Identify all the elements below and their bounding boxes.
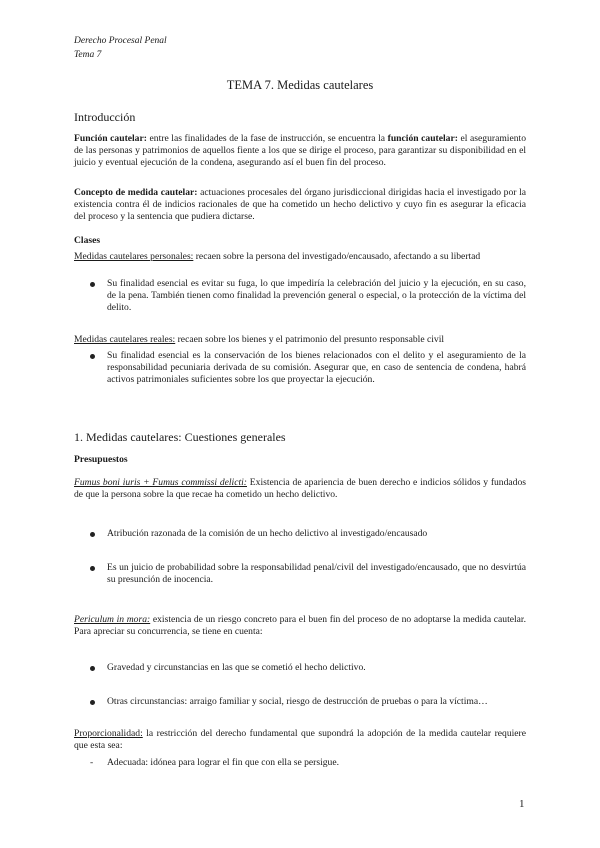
paragraph-proporcionalidad: [74, 728, 526, 752]
section1-heading: 1. Medidas cautelares: Cuestiones generales: [74, 430, 286, 444]
text: el aseguramiento de las personas y patrimonios de aquellos fiente a los que se dirige el proceso, para garantizar su disponibilidad en el juicio y eventual ejecución de la condena, asegurando así el buen fin del proceso.: [74, 133, 526, 169]
bullet-text: Otras circunstancias: arraigo familiar y social, riesgo de destrucción de pruebas o para la víctima…: [107, 696, 488, 707]
term-periculum: Periculum in mora:: [74, 614, 151, 625]
bullet-fumus-1: [107, 528, 526, 540]
paragraph-personales: [74, 251, 526, 263]
bullet-fumus-2: [107, 562, 526, 586]
bullet-periculum-1: [107, 662, 526, 674]
paragraph-funcion-cautelar: [74, 133, 526, 170]
bullet-reales: [107, 350, 526, 387]
dash-item-adecuada: [90, 757, 526, 769]
text: existencia de un riesgo concreto para el buen fin del proceso de no adoptarse la medida cautelar. Para apreciar su concurrencia, se tiene en cuenta:: [74, 614, 526, 638]
term-concepto: Concepto de medida cautelar:: [74, 187, 198, 198]
paragraph-reales: [74, 334, 526, 346]
bullet-text: Su finalidad esencial es la conservación de los bienes relacionados con el delito y el aseguramiento de la responsabilidad pecuniaria derivada de su comisión. Asegurar que, en caso de sentencia de condena, habrá activos patrimoniales suficientes sobre los que proyectar la ejecución.: [107, 350, 526, 386]
term-personales: Medidas cautelares personales:: [74, 251, 194, 262]
text: Existencia de apariencia de buen derecho e indicios sólidos y fundados de que la persona sobre la que recae ha cometido un hecho delictivo.: [74, 477, 526, 501]
header-course: Derecho Procesal Penal: [74, 36, 167, 46]
text: recaen sobre los bienes y el patrimonio del presunto responsable civil: [175, 334, 445, 345]
page-header: [74, 34, 167, 62]
page-number: 1: [519, 798, 525, 810]
bullet-icon: [90, 666, 95, 671]
intro-heading: Introducción: [74, 110, 136, 124]
term-proporcionalidad: Proporcionalidad:: [74, 728, 143, 739]
dash-text: Adecuada: idónea para lograr el fin que con ella se persigue.: [107, 757, 340, 768]
bullet-icon: [90, 354, 95, 359]
text: entre las finalidades de la fase de instrucción, se encuentra la: [146, 133, 388, 144]
text: actuaciones procesales del órgano jurisdiccional dirigidas hacia el investigado por la existencia contra él de indicios racionales de que ha cometido un hecho delictivo y cuyo fin es asegurar la eficacia del proceso y la sentencia que pudiera dictarse.: [74, 187, 526, 223]
term-reales: Medidas cautelares reales:: [74, 334, 176, 345]
dash-icon: -: [90, 757, 94, 768]
bullet-icon: [90, 566, 95, 571]
term-funcion-cautelar-2: función cautelar:: [387, 133, 458, 144]
bullet-periculum-2: [107, 696, 526, 708]
term-funcion-cautelar: Función cautelar:: [74, 133, 147, 144]
bullet-text: Atribución razonada de la comisión de un hecho delictivo al investigado/encausado: [107, 528, 428, 539]
text: la restricción del derecho fundamental que supondrá la adopción de la medida cautelar requiere que esta sea:: [74, 728, 526, 752]
bullet-text: Su finalidad esencial es evitar su fuga, lo que impediría la celebración del juicio y la ejecución, en su caso, de la pena. También tienen como finalidad la prevención general o especial, o la protección de la víctima del delito.: [107, 278, 526, 314]
header-topic: Tema 7: [74, 50, 102, 60]
bullet-icon: [90, 700, 95, 705]
bullet-personales: [107, 278, 526, 315]
bullet-text: Gravedad y circunstancias en las que se cometió el hecho delictivo.: [107, 662, 366, 673]
clases-heading: Clases: [74, 235, 101, 246]
presupuestos-heading: Presupuestos: [74, 454, 128, 465]
page-title: TEMA 7. Medidas cautelares: [226, 78, 374, 92]
term-fumus: Fumus boni iuris + Fumus commissi delicti:: [74, 477, 247, 488]
bullet-icon: [90, 282, 95, 287]
paragraph-concepto: [74, 187, 526, 224]
paragraph-fumus: [74, 477, 526, 501]
paragraph-periculum: [74, 614, 526, 638]
text: recaen sobre la persona del investigado/encausado, afectando a su libertad: [193, 251, 481, 262]
bullet-icon: [90, 532, 95, 537]
bullet-text: Es un juicio de probabilidad sobre la responsabilidad penal/civil del investigado/encausado, que no desvirtúa su presunción de inocencia.: [107, 562, 526, 586]
